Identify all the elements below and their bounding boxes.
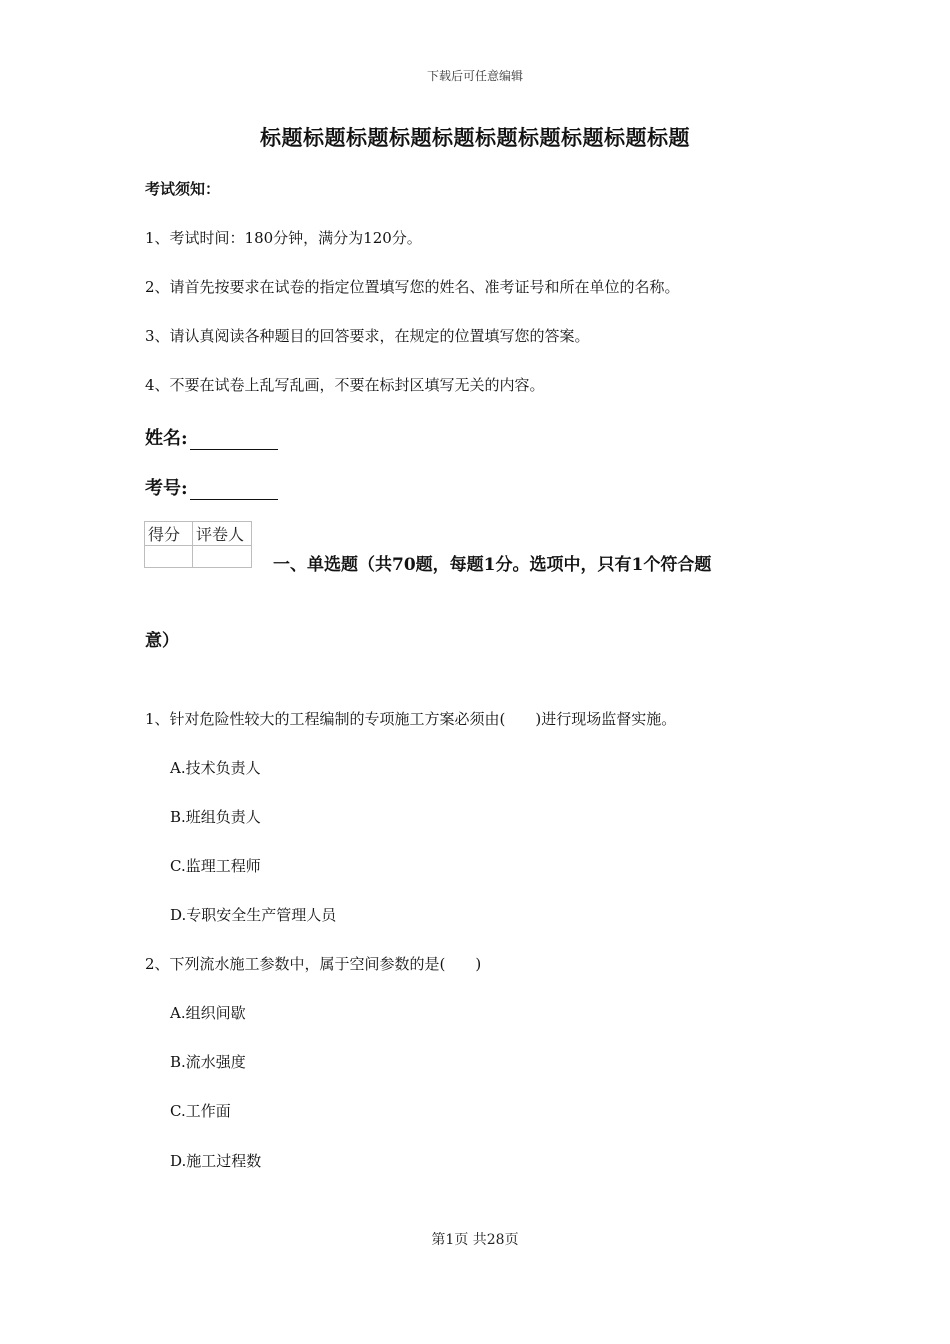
notice-item: 3、请认真阅读各种题目的回答要求，在规定的位置填写您的答案。	[145, 327, 590, 345]
name-blank[interactable]	[190, 431, 278, 450]
header-note: 下载后可任意编辑	[426, 69, 523, 83]
page-number: 第1页 共28页	[431, 1232, 519, 1248]
name-field	[145, 424, 278, 450]
question-option: A.技术负责人	[170, 759, 261, 777]
question-text: 1、针对危险性较大的工程编制的专项施工方案必须由( )进行现场监督实施。	[145, 710, 677, 728]
question-option: D.专职安全生产管理人员	[170, 906, 337, 924]
question-option: C.工作面	[170, 1102, 231, 1120]
notice-item: 1、考试时间：180分钟，满分为120分。	[145, 229, 422, 247]
score-table	[144, 521, 252, 568]
id-label: 考号:	[145, 478, 188, 499]
question-option: A.组织间歇	[170, 1004, 246, 1022]
notice-item: 4、不要在试卷上乱写乱画，不要在标封区填写无关的内容。	[145, 376, 545, 394]
section-title: 一、单选题（共70题，每题1分。选项中，只有1个符合题	[273, 555, 712, 575]
id-blank[interactable]	[190, 481, 278, 500]
grader-cell	[193, 546, 252, 568]
document-title: 标题标题标题标题标题标题标题标题标题标题	[260, 125, 690, 150]
notice-item: 2、请首先按要求在试卷的指定位置填写您的姓名、准考证号和所在单位的名称。	[145, 278, 680, 296]
name-label: 姓名:	[145, 428, 188, 449]
section-title-continued: 意）	[145, 631, 179, 651]
score-cell	[145, 546, 193, 568]
question-option: B.班组负责人	[170, 808, 261, 826]
grader-header: 评卷人	[193, 522, 252, 546]
question-option: C.监理工程师	[170, 857, 261, 875]
score-header: 得分	[145, 522, 193, 546]
question-text: 2、下列流水施工参数中，属于空间参数的是( )	[145, 955, 482, 973]
question-option: B.流水强度	[170, 1053, 246, 1071]
id-field	[145, 474, 278, 500]
notice-heading: 考试须知：	[145, 180, 221, 198]
question-option: D.施工过程数	[170, 1152, 262, 1170]
